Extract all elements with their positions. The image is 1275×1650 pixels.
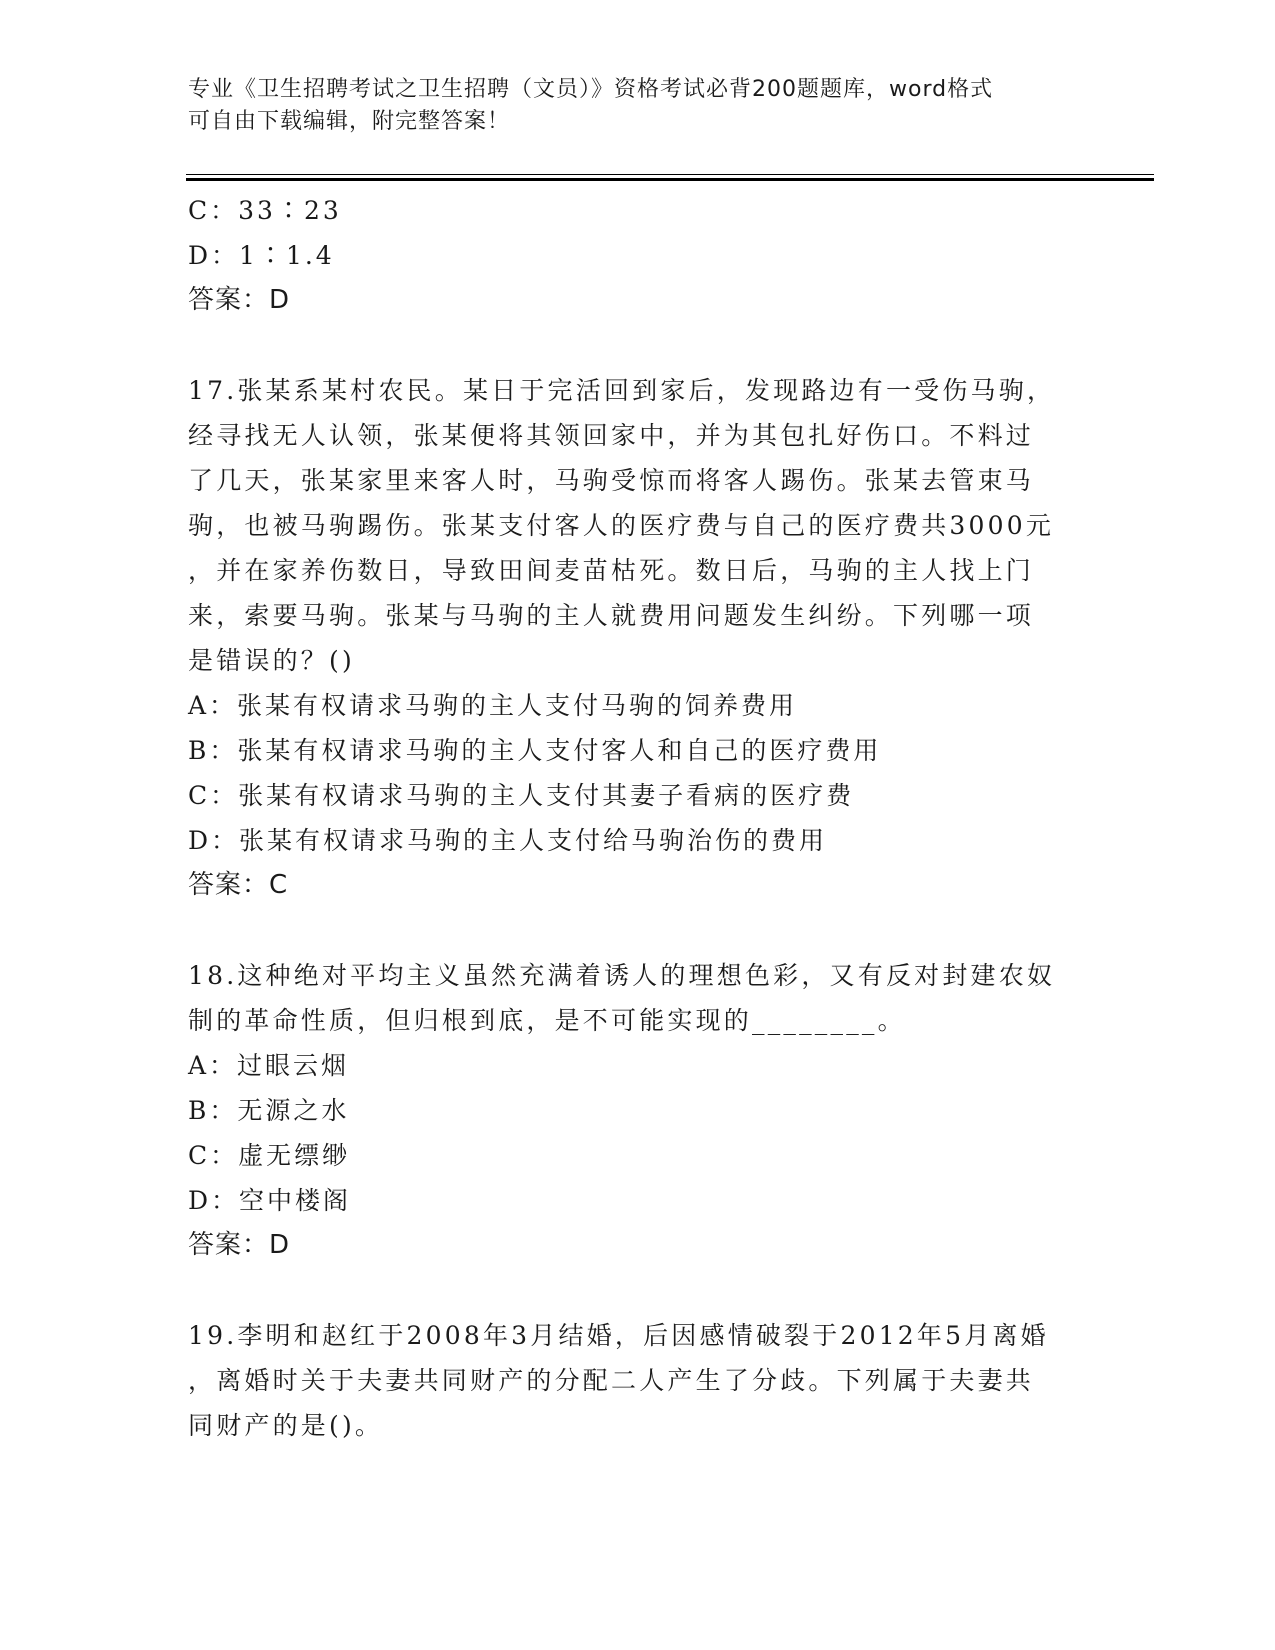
header-title-line-1: 专业《卫生招聘考试之卫生招聘（文员）》资格考试必背200题题库，word格式 <box>188 77 994 102</box>
question-stem <box>188 1313 1068 1448</box>
header-divider-thick <box>186 178 1154 181</box>
stem-line: ，并在家养伤数日，导致田间麦苗枯死。数日后，马驹的主人找上门 <box>188 556 1035 585</box>
option-d: D：空中楼阁 <box>188 1186 352 1215</box>
option-c: C：33∶23 <box>188 196 342 225</box>
question-content <box>188 188 1068 1448</box>
question-18 <box>188 953 1068 1268</box>
answer-line: 答案：C <box>188 870 289 900</box>
stem-line: 同财产的是()。 <box>188 1411 384 1440</box>
stem-line: 18.这种绝对平均主义虽然充满着诱人的理想色彩，又有反对封建农奴 <box>188 961 1056 990</box>
header-divider-thin <box>186 174 1154 175</box>
option-c: C：虚无缥缈 <box>188 1141 351 1170</box>
question-stem <box>188 368 1068 683</box>
answer-line: 答案：D <box>188 285 291 315</box>
stem-line: 是错误的？() <box>188 646 355 675</box>
stem-line: 了几天，张某家里来客人时，马驹受惊而将客人踢伤。张某去管束马 <box>188 466 1035 495</box>
answer-line: 答案：D <box>188 1230 291 1260</box>
spacer <box>188 908 1068 953</box>
option-d: D：1∶1.4 <box>188 241 335 270</box>
option-c: C：张某有权请求马驹的主人支付其妻子看病的医疗费 <box>188 781 855 810</box>
question-16-tail <box>188 188 1068 323</box>
option-d: D：张某有权请求马驹的主人支付给马驹治伤的费用 <box>188 826 828 855</box>
header-title-line-2: 可自由下载编辑，附完整答案！ <box>188 109 511 134</box>
stem-line: 驹，也被马驹踢伤。张某支付客人的医疗费与自己的医疗费共3000元 <box>188 511 1055 540</box>
stem-line: 制的革命性质，但归根到底，是不可能实现的________。 <box>188 1006 906 1035</box>
question-17 <box>188 368 1068 908</box>
stem-line: 经寻找无人认领，张某便将其领回家中，并为其包扎好伤口。不料过 <box>188 421 1035 450</box>
page-header <box>188 74 1068 138</box>
stem-line: ，离婚时关于夫妻共同财产的分配二人产生了分歧。下列属于夫妻共 <box>188 1366 1035 1395</box>
spacer <box>188 323 1068 368</box>
option-b: B：无源之水 <box>188 1096 350 1125</box>
option-b: B：张某有权请求马驹的主人支付客人和自己的医疗费用 <box>188 736 882 765</box>
option-a: A：张某有权请求马驹的主人支付马驹的饲养费用 <box>188 691 798 720</box>
question-19 <box>188 1313 1068 1448</box>
spacer <box>188 1268 1068 1313</box>
option-a: A：过眼云烟 <box>188 1051 350 1080</box>
stem-line: 来，索要马驹。张某与马驹的主人就费用问题发生纠纷。下列哪一项 <box>188 601 1035 630</box>
question-stem <box>188 953 1068 1043</box>
stem-line: 19.李明和赵红于2008年3月结婚，后因感情破裂于2012年5月离婚 <box>188 1321 1049 1350</box>
stem-line: 17.张某系某村农民。某日于完活回到家后，发现路边有一受伤马驹， <box>188 376 1056 405</box>
